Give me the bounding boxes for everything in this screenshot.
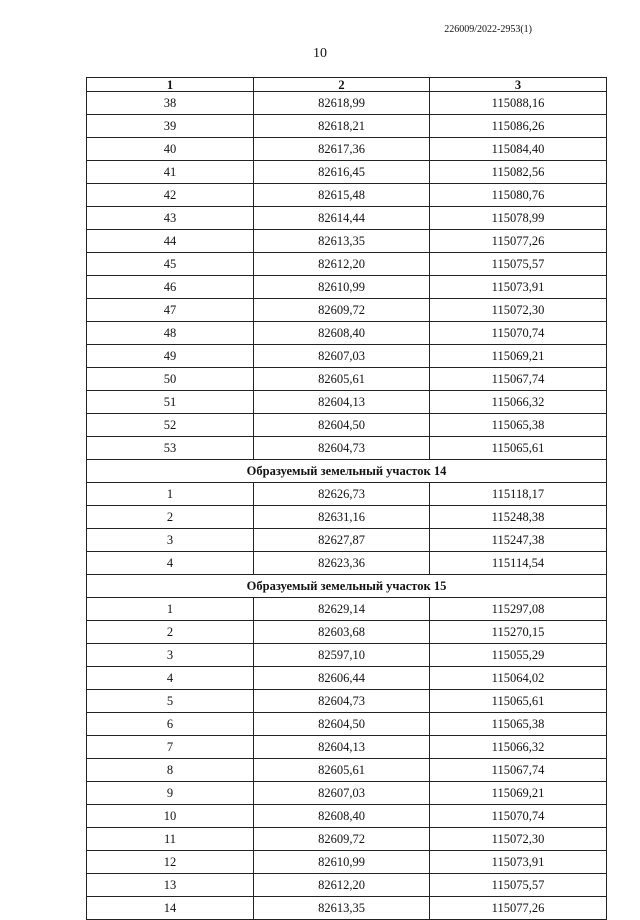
y-coordinate-cell: 115114,54: [430, 552, 607, 575]
table-row: [87, 759, 607, 782]
x-coordinate-cell: 82623,36: [254, 552, 430, 575]
table-row: [87, 897, 607, 920]
point-number-cell: 1: [87, 598, 254, 621]
x-coordinate-cell: 82604,50: [254, 414, 430, 437]
x-coordinate-cell: 82604,50: [254, 713, 430, 736]
x-coordinate-cell: 82612,20: [254, 874, 430, 897]
point-number-cell: 39: [87, 115, 254, 138]
y-coordinate-cell: 115078,99: [430, 207, 607, 230]
table-row: [87, 138, 607, 161]
y-coordinate-cell: 115270,15: [430, 621, 607, 644]
point-number-cell: 46: [87, 276, 254, 299]
table-row: [87, 644, 607, 667]
y-coordinate-cell: 115082,56: [430, 161, 607, 184]
point-number-cell: 52: [87, 414, 254, 437]
page-number: 10: [313, 46, 327, 61]
table-row: [87, 874, 607, 897]
section-header-row: [87, 460, 607, 483]
x-coordinate-cell: 82617,36: [254, 138, 430, 161]
x-coordinate-cell: 82604,13: [254, 736, 430, 759]
y-coordinate-cell: 115065,38: [430, 713, 607, 736]
column-header: 2: [254, 78, 430, 92]
point-number-cell: 43: [87, 207, 254, 230]
table-row: [87, 276, 607, 299]
y-coordinate-cell: 115069,21: [430, 782, 607, 805]
table-row: [87, 598, 607, 621]
point-number-cell: 7: [87, 736, 254, 759]
y-coordinate-cell: 115072,30: [430, 828, 607, 851]
y-coordinate-cell: 115077,26: [430, 230, 607, 253]
y-coordinate-cell: 115075,57: [430, 253, 607, 276]
x-coordinate-cell: 82614,44: [254, 207, 430, 230]
point-number-cell: 47: [87, 299, 254, 322]
coordinates-table: [86, 77, 607, 920]
y-coordinate-cell: 115065,61: [430, 690, 607, 713]
y-coordinate-cell: 115070,74: [430, 322, 607, 345]
section-title: Образуемый земельный участок 14: [87, 460, 607, 483]
document-reference-number: 226009/2022-2953(1): [444, 24, 532, 35]
x-coordinate-cell: 82597,10: [254, 644, 430, 667]
point-number-cell: 45: [87, 253, 254, 276]
point-number-cell: 49: [87, 345, 254, 368]
section-title: Образуемый земельный участок 15: [87, 575, 607, 598]
y-coordinate-cell: 115084,40: [430, 138, 607, 161]
table-row: [87, 805, 607, 828]
table-row: [87, 483, 607, 506]
y-coordinate-cell: 115066,32: [430, 391, 607, 414]
x-coordinate-cell: 82627,87: [254, 529, 430, 552]
point-number-cell: 4: [87, 552, 254, 575]
x-coordinate-cell: 82608,40: [254, 322, 430, 345]
x-coordinate-cell: 82607,03: [254, 782, 430, 805]
x-coordinate-cell: 82609,72: [254, 828, 430, 851]
y-coordinate-cell: 115055,29: [430, 644, 607, 667]
x-coordinate-cell: 82610,99: [254, 851, 430, 874]
column-header: 1: [87, 78, 254, 92]
x-coordinate-cell: 82613,35: [254, 230, 430, 253]
section-header-row: [87, 575, 607, 598]
point-number-cell: 53: [87, 437, 254, 460]
point-number-cell: 40: [87, 138, 254, 161]
table-row: [87, 184, 607, 207]
table-row: [87, 667, 607, 690]
point-number-cell: 38: [87, 92, 254, 115]
table-row: [87, 322, 607, 345]
x-coordinate-cell: 82609,72: [254, 299, 430, 322]
point-number-cell: 1: [87, 483, 254, 506]
point-number-cell: 42: [87, 184, 254, 207]
y-coordinate-cell: 115086,26: [430, 115, 607, 138]
x-coordinate-cell: 82613,35: [254, 897, 430, 920]
table-row: [87, 207, 607, 230]
point-number-cell: 3: [87, 529, 254, 552]
table-row: [87, 621, 607, 644]
point-number-cell: 2: [87, 621, 254, 644]
point-number-cell: 10: [87, 805, 254, 828]
y-coordinate-cell: 115077,26: [430, 897, 607, 920]
y-coordinate-cell: 115080,76: [430, 184, 607, 207]
x-coordinate-cell: 82618,21: [254, 115, 430, 138]
point-number-cell: 4: [87, 667, 254, 690]
table-row: [87, 368, 607, 391]
y-coordinate-cell: 115069,21: [430, 345, 607, 368]
y-coordinate-cell: 115072,30: [430, 299, 607, 322]
point-number-cell: 3: [87, 644, 254, 667]
y-coordinate-cell: 115064,02: [430, 667, 607, 690]
x-coordinate-cell: 82618,99: [254, 92, 430, 115]
y-coordinate-cell: 115118,17: [430, 483, 607, 506]
x-coordinate-cell: 82626,73: [254, 483, 430, 506]
table-row: [87, 713, 607, 736]
table-body: [87, 92, 607, 920]
point-number-cell: 11: [87, 828, 254, 851]
x-coordinate-cell: 82605,61: [254, 759, 430, 782]
point-number-cell: 51: [87, 391, 254, 414]
y-coordinate-cell: 115248,38: [430, 506, 607, 529]
point-number-cell: 50: [87, 368, 254, 391]
point-number-cell: 41: [87, 161, 254, 184]
table-row: [87, 115, 607, 138]
point-number-cell: 44: [87, 230, 254, 253]
x-coordinate-cell: 82606,44: [254, 667, 430, 690]
table-row: [87, 851, 607, 874]
y-coordinate-cell: 115073,91: [430, 851, 607, 874]
x-coordinate-cell: 82603,68: [254, 621, 430, 644]
x-coordinate-cell: 82612,20: [254, 253, 430, 276]
table-row: [87, 782, 607, 805]
table-row: [87, 437, 607, 460]
y-coordinate-cell: 115065,38: [430, 414, 607, 437]
x-coordinate-cell: 82607,03: [254, 345, 430, 368]
table-row: [87, 299, 607, 322]
point-number-cell: 13: [87, 874, 254, 897]
point-number-cell: 9: [87, 782, 254, 805]
point-number-cell: 12: [87, 851, 254, 874]
x-coordinate-cell: 82604,73: [254, 437, 430, 460]
y-coordinate-cell: 115075,57: [430, 874, 607, 897]
table-row: [87, 345, 607, 368]
point-number-cell: 5: [87, 690, 254, 713]
x-coordinate-cell: 82605,61: [254, 368, 430, 391]
y-coordinate-cell: 115297,08: [430, 598, 607, 621]
table-row: [87, 391, 607, 414]
point-number-cell: 2: [87, 506, 254, 529]
point-number-cell: 48: [87, 322, 254, 345]
point-number-cell: 6: [87, 713, 254, 736]
y-coordinate-cell: 115070,74: [430, 805, 607, 828]
table-row: [87, 529, 607, 552]
x-coordinate-cell: 82604,73: [254, 690, 430, 713]
table-row: [87, 552, 607, 575]
column-header: 3: [430, 78, 607, 92]
y-coordinate-cell: 115073,91: [430, 276, 607, 299]
table-row: [87, 690, 607, 713]
x-coordinate-cell: 82608,40: [254, 805, 430, 828]
table-row: [87, 506, 607, 529]
y-coordinate-cell: 115067,74: [430, 759, 607, 782]
table-row: [87, 253, 607, 276]
point-number-cell: 8: [87, 759, 254, 782]
x-coordinate-cell: 82631,16: [254, 506, 430, 529]
table-row: [87, 230, 607, 253]
point-number-cell: 14: [87, 897, 254, 920]
table-header-row: [87, 78, 607, 92]
table-row: [87, 161, 607, 184]
table-row: [87, 414, 607, 437]
x-coordinate-cell: 82615,48: [254, 184, 430, 207]
y-coordinate-cell: 115247,38: [430, 529, 607, 552]
x-coordinate-cell: 82629,14: [254, 598, 430, 621]
table-row: [87, 736, 607, 759]
table-row: [87, 828, 607, 851]
table-row: [87, 92, 607, 115]
x-coordinate-cell: 82610,99: [254, 276, 430, 299]
x-coordinate-cell: 82616,45: [254, 161, 430, 184]
y-coordinate-cell: 115065,61: [430, 437, 607, 460]
y-coordinate-cell: 115066,32: [430, 736, 607, 759]
x-coordinate-cell: 82604,13: [254, 391, 430, 414]
y-coordinate-cell: 115088,16: [430, 92, 607, 115]
y-coordinate-cell: 115067,74: [430, 368, 607, 391]
